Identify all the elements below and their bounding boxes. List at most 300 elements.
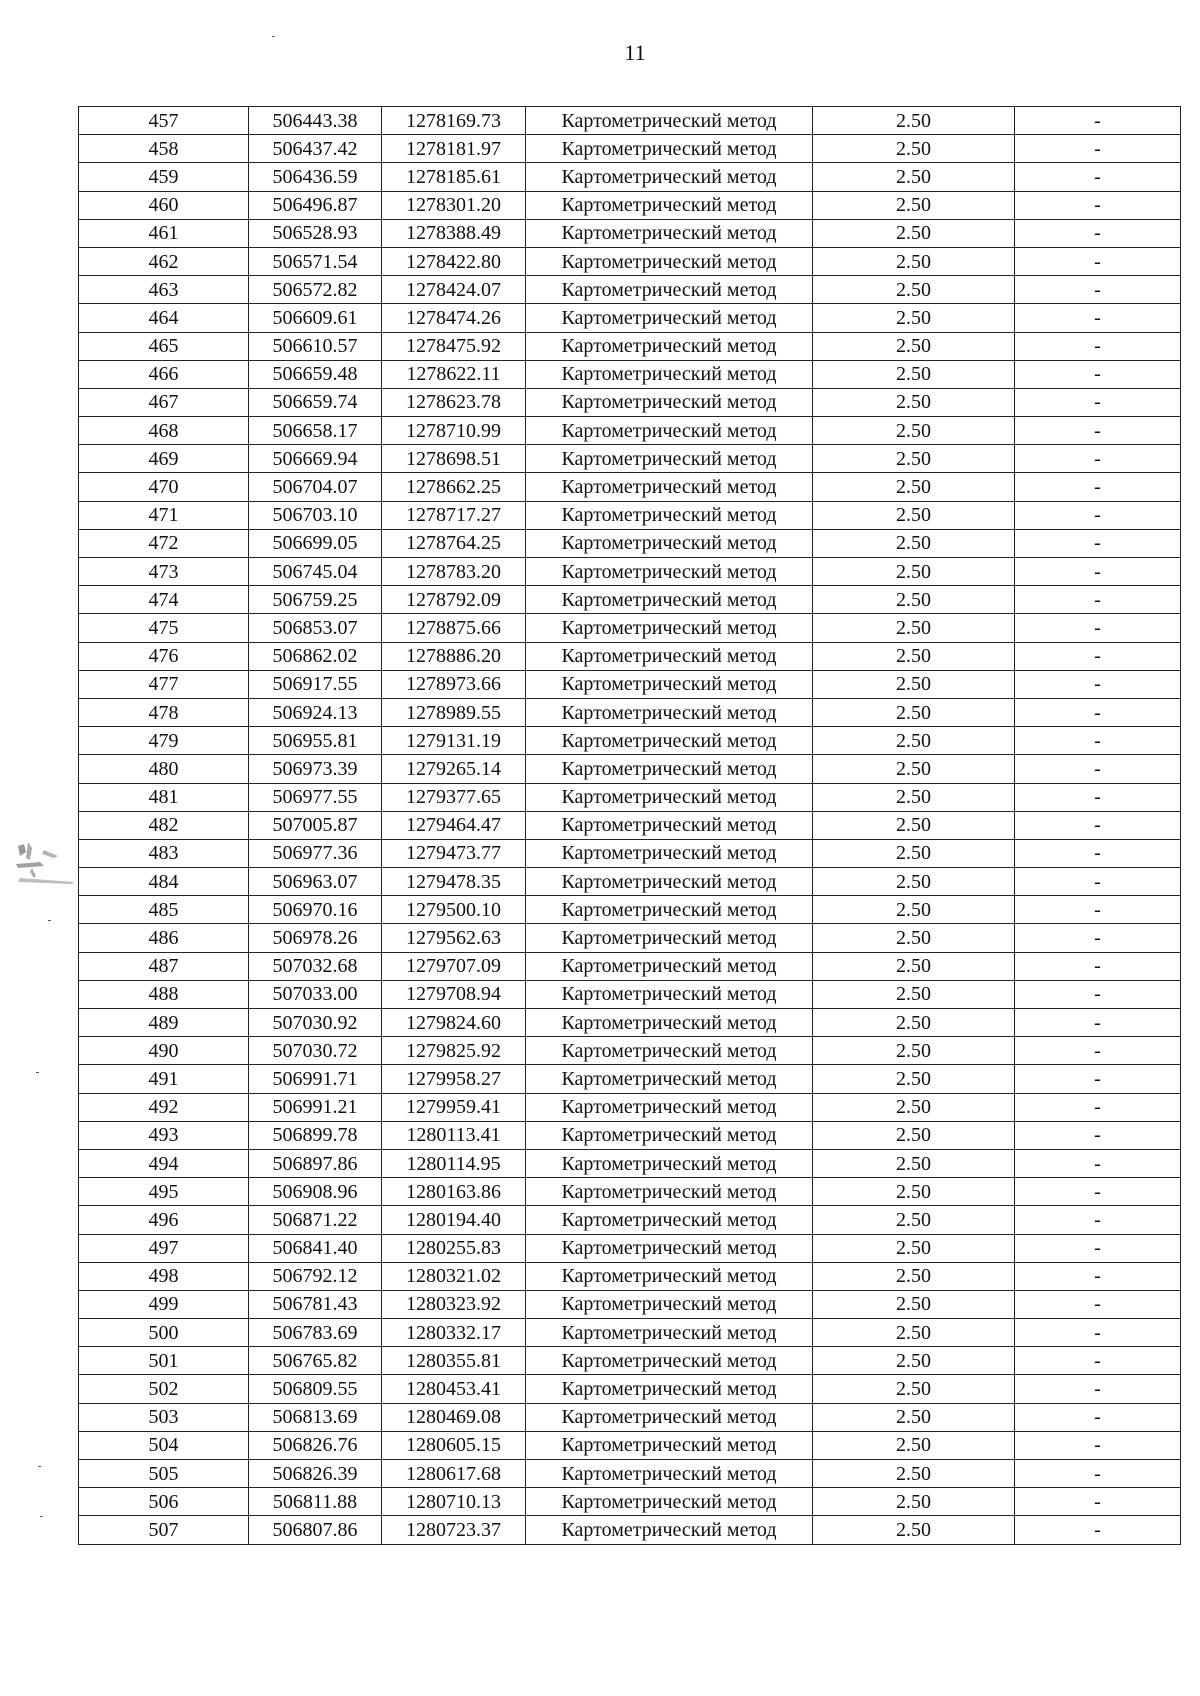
- y-coordinate-cell: 1279958.27: [382, 1065, 526, 1093]
- description-cell: -: [1015, 360, 1181, 388]
- x-coordinate-cell: 506571.54: [249, 247, 382, 275]
- scan-speck: [36, 1072, 39, 1073]
- x-coordinate-cell: 506826.76: [249, 1431, 382, 1459]
- x-coordinate-cell: 506610.57: [249, 332, 382, 360]
- y-coordinate-cell: 1278717.27: [382, 501, 526, 529]
- table-row: [79, 924, 1181, 952]
- point-number-cell: 463: [79, 276, 249, 304]
- method-cell: Картометрический метод: [526, 304, 813, 332]
- description-cell: -: [1015, 1516, 1181, 1544]
- table-row: [79, 1347, 1181, 1375]
- description-cell: -: [1015, 1460, 1181, 1488]
- description-cell: -: [1015, 811, 1181, 839]
- table-body: [79, 107, 1181, 1545]
- method-cell: Картометрический метод: [526, 360, 813, 388]
- method-cell: Картометрический метод: [526, 1009, 813, 1037]
- scan-speck: [38, 1466, 41, 1467]
- method-cell: Картометрический метод: [526, 247, 813, 275]
- y-coordinate-cell: 1280163.86: [382, 1178, 526, 1206]
- description-cell: -: [1015, 473, 1181, 501]
- table-row: [79, 980, 1181, 1008]
- method-cell: Картометрический метод: [526, 868, 813, 896]
- method-cell: Картометрический метод: [526, 388, 813, 416]
- table-row: [79, 783, 1181, 811]
- x-coordinate-cell: 507030.92: [249, 1009, 382, 1037]
- point-number-cell: 458: [79, 135, 249, 163]
- method-cell: Картометрический метод: [526, 1093, 813, 1121]
- point-number-cell: 506: [79, 1488, 249, 1516]
- accuracy-cell: 2.50: [813, 107, 1015, 135]
- x-coordinate-cell: 506659.48: [249, 360, 382, 388]
- point-number-cell: 468: [79, 417, 249, 445]
- point-number-cell: 481: [79, 783, 249, 811]
- point-number-cell: 493: [79, 1121, 249, 1149]
- table-row: [79, 1403, 1181, 1431]
- table-row: [79, 1234, 1181, 1262]
- method-cell: Картометрический метод: [526, 473, 813, 501]
- method-cell: Картометрический метод: [526, 839, 813, 867]
- x-coordinate-cell: 506658.17: [249, 417, 382, 445]
- point-number-cell: 487: [79, 952, 249, 980]
- accuracy-cell: 2.50: [813, 1009, 1015, 1037]
- table-row: [79, 1488, 1181, 1516]
- accuracy-cell: 2.50: [813, 924, 1015, 952]
- point-number-cell: 476: [79, 642, 249, 670]
- description-cell: -: [1015, 1488, 1181, 1516]
- method-cell: Картометрический метод: [526, 811, 813, 839]
- method-cell: Картометрический метод: [526, 698, 813, 726]
- method-cell: Картометрический метод: [526, 1234, 813, 1262]
- point-number-cell: 462: [79, 247, 249, 275]
- y-coordinate-cell: 1280321.02: [382, 1262, 526, 1290]
- accuracy-cell: 2.50: [813, 1234, 1015, 1262]
- point-number-cell: 507: [79, 1516, 249, 1544]
- method-cell: Картометрический метод: [526, 332, 813, 360]
- point-number-cell: 499: [79, 1290, 249, 1318]
- point-number-cell: 478: [79, 698, 249, 726]
- table-row: [79, 219, 1181, 247]
- method-cell: Картометрический метод: [526, 727, 813, 755]
- x-coordinate-cell: 506955.81: [249, 727, 382, 755]
- point-number-cell: 492: [79, 1093, 249, 1121]
- table-row: [79, 1375, 1181, 1403]
- table-row: [79, 1178, 1181, 1206]
- y-coordinate-cell: 1280194.40: [382, 1206, 526, 1234]
- y-coordinate-cell: 1280255.83: [382, 1234, 526, 1262]
- accuracy-cell: 2.50: [813, 755, 1015, 783]
- description-cell: -: [1015, 868, 1181, 896]
- accuracy-cell: 2.50: [813, 360, 1015, 388]
- accuracy-cell: 2.50: [813, 219, 1015, 247]
- description-cell: -: [1015, 501, 1181, 529]
- accuracy-cell: 2.50: [813, 163, 1015, 191]
- y-coordinate-cell: 1279473.77: [382, 839, 526, 867]
- accuracy-cell: 2.50: [813, 614, 1015, 642]
- accuracy-cell: 2.50: [813, 783, 1015, 811]
- y-coordinate-cell: 1280710.13: [382, 1488, 526, 1516]
- accuracy-cell: 2.50: [813, 1178, 1015, 1206]
- accuracy-cell: 2.50: [813, 304, 1015, 332]
- scan-speck: [40, 1516, 43, 1517]
- x-coordinate-cell: 506792.12: [249, 1262, 382, 1290]
- table-row: [79, 642, 1181, 670]
- x-coordinate-cell: 507033.00: [249, 980, 382, 1008]
- method-cell: Картометрический метод: [526, 1178, 813, 1206]
- x-coordinate-cell: 506528.93: [249, 219, 382, 247]
- x-coordinate-cell: 506659.74: [249, 388, 382, 416]
- table-row: [79, 952, 1181, 980]
- accuracy-cell: 2.50: [813, 1065, 1015, 1093]
- method-cell: Картометрический метод: [526, 276, 813, 304]
- description-cell: -: [1015, 388, 1181, 416]
- accuracy-cell: 2.50: [813, 642, 1015, 670]
- method-cell: Картометрический метод: [526, 1375, 813, 1403]
- x-coordinate-cell: 506991.21: [249, 1093, 382, 1121]
- y-coordinate-cell: 1278474.26: [382, 304, 526, 332]
- method-cell: Картометрический метод: [526, 135, 813, 163]
- description-cell: -: [1015, 304, 1181, 332]
- point-number-cell: 483: [79, 839, 249, 867]
- y-coordinate-cell: 1278973.66: [382, 670, 526, 698]
- table-row: [79, 1065, 1181, 1093]
- table-row: [79, 1121, 1181, 1149]
- table-row: [79, 727, 1181, 755]
- description-cell: -: [1015, 107, 1181, 135]
- y-coordinate-cell: 1278185.61: [382, 163, 526, 191]
- y-coordinate-cell: 1278424.07: [382, 276, 526, 304]
- description-cell: -: [1015, 1037, 1181, 1065]
- y-coordinate-cell: 1278698.51: [382, 445, 526, 473]
- description-cell: -: [1015, 1093, 1181, 1121]
- x-coordinate-cell: 506963.07: [249, 868, 382, 896]
- x-coordinate-cell: 506908.96: [249, 1178, 382, 1206]
- accuracy-cell: 2.50: [813, 727, 1015, 755]
- table-row: [79, 247, 1181, 275]
- y-coordinate-cell: 1278388.49: [382, 219, 526, 247]
- accuracy-cell: 2.50: [813, 417, 1015, 445]
- table-row: [79, 698, 1181, 726]
- table-row: [79, 1516, 1181, 1544]
- accuracy-cell: 2.50: [813, 445, 1015, 473]
- table-row: [79, 1319, 1181, 1347]
- table-row: [79, 670, 1181, 698]
- x-coordinate-cell: 506924.13: [249, 698, 382, 726]
- accuracy-cell: 2.50: [813, 1516, 1015, 1544]
- accuracy-cell: 2.50: [813, 868, 1015, 896]
- point-number-cell: 496: [79, 1206, 249, 1234]
- method-cell: Картометрический метод: [526, 1149, 813, 1177]
- point-number-cell: 471: [79, 501, 249, 529]
- point-number-cell: 504: [79, 1431, 249, 1459]
- table-row: [79, 1093, 1181, 1121]
- accuracy-cell: 2.50: [813, 698, 1015, 726]
- accuracy-cell: 2.50: [813, 980, 1015, 1008]
- method-cell: Картометрический метод: [526, 501, 813, 529]
- accuracy-cell: 2.50: [813, 1037, 1015, 1065]
- method-cell: Картометрический метод: [526, 1037, 813, 1065]
- point-number-cell: 470: [79, 473, 249, 501]
- description-cell: -: [1015, 1403, 1181, 1431]
- description-cell: -: [1015, 445, 1181, 473]
- description-cell: -: [1015, 642, 1181, 670]
- y-coordinate-cell: 1279478.35: [382, 868, 526, 896]
- y-coordinate-cell: 1278989.55: [382, 698, 526, 726]
- table-row: [79, 586, 1181, 614]
- x-coordinate-cell: 506443.38: [249, 107, 382, 135]
- y-coordinate-cell: 1278783.20: [382, 558, 526, 586]
- y-coordinate-cell: 1278422.80: [382, 247, 526, 275]
- table-row: [79, 896, 1181, 924]
- y-coordinate-cell: 1278792.09: [382, 586, 526, 614]
- x-coordinate-cell: 506826.39: [249, 1460, 382, 1488]
- x-coordinate-cell: 506991.71: [249, 1065, 382, 1093]
- point-number-cell: 482: [79, 811, 249, 839]
- description-cell: -: [1015, 1178, 1181, 1206]
- y-coordinate-cell: 1278623.78: [382, 388, 526, 416]
- y-coordinate-cell: 1279131.19: [382, 727, 526, 755]
- table-row: [79, 529, 1181, 557]
- y-coordinate-cell: 1278710.99: [382, 417, 526, 445]
- x-coordinate-cell: 506669.94: [249, 445, 382, 473]
- description-cell: -: [1015, 1262, 1181, 1290]
- method-cell: Картометрический метод: [526, 1488, 813, 1516]
- table-row: [79, 1262, 1181, 1290]
- coordinates-table: [78, 106, 1181, 1545]
- table-row: [79, 163, 1181, 191]
- description-cell: -: [1015, 783, 1181, 811]
- description-cell: -: [1015, 1009, 1181, 1037]
- point-number-cell: 486: [79, 924, 249, 952]
- table-row: [79, 868, 1181, 896]
- method-cell: Картометрический метод: [526, 896, 813, 924]
- y-coordinate-cell: 1278764.25: [382, 529, 526, 557]
- point-number-cell: 497: [79, 1234, 249, 1262]
- description-cell: -: [1015, 332, 1181, 360]
- y-coordinate-cell: 1280323.92: [382, 1290, 526, 1318]
- y-coordinate-cell: 1279265.14: [382, 755, 526, 783]
- accuracy-cell: 2.50: [813, 247, 1015, 275]
- table-row: [79, 558, 1181, 586]
- description-cell: -: [1015, 219, 1181, 247]
- description-cell: -: [1015, 980, 1181, 1008]
- accuracy-cell: 2.50: [813, 529, 1015, 557]
- y-coordinate-cell: 1280469.08: [382, 1403, 526, 1431]
- accuracy-cell: 2.50: [813, 1290, 1015, 1318]
- table-row: [79, 276, 1181, 304]
- description-cell: -: [1015, 670, 1181, 698]
- y-coordinate-cell: 1279825.92: [382, 1037, 526, 1065]
- table-row: [79, 1431, 1181, 1459]
- description-cell: -: [1015, 1234, 1181, 1262]
- y-coordinate-cell: 1278301.20: [382, 191, 526, 219]
- x-coordinate-cell: 506811.88: [249, 1488, 382, 1516]
- y-coordinate-cell: 1279708.94: [382, 980, 526, 1008]
- x-coordinate-cell: 506436.59: [249, 163, 382, 191]
- x-coordinate-cell: 506572.82: [249, 276, 382, 304]
- y-coordinate-cell: 1279562.63: [382, 924, 526, 952]
- x-coordinate-cell: 507030.72: [249, 1037, 382, 1065]
- accuracy-cell: 2.50: [813, 1347, 1015, 1375]
- accuracy-cell: 2.50: [813, 1319, 1015, 1347]
- method-cell: Картометрический метод: [526, 529, 813, 557]
- table-row: [79, 1037, 1181, 1065]
- point-number-cell: 475: [79, 614, 249, 642]
- table-row: [79, 388, 1181, 416]
- scan-speck: [272, 36, 275, 37]
- method-cell: Картометрический метод: [526, 1347, 813, 1375]
- accuracy-cell: 2.50: [813, 558, 1015, 586]
- table-row: [79, 445, 1181, 473]
- x-coordinate-cell: 506853.07: [249, 614, 382, 642]
- y-coordinate-cell: 1280355.81: [382, 1347, 526, 1375]
- y-coordinate-cell: 1278169.73: [382, 107, 526, 135]
- accuracy-cell: 2.50: [813, 1431, 1015, 1459]
- accuracy-cell: 2.50: [813, 1488, 1015, 1516]
- y-coordinate-cell: 1278475.92: [382, 332, 526, 360]
- point-number-cell: 472: [79, 529, 249, 557]
- y-coordinate-cell: 1279500.10: [382, 896, 526, 924]
- accuracy-cell: 2.50: [813, 332, 1015, 360]
- method-cell: Картометрический метод: [526, 952, 813, 980]
- y-coordinate-cell: 1278875.66: [382, 614, 526, 642]
- x-coordinate-cell: 506917.55: [249, 670, 382, 698]
- table-row: [79, 417, 1181, 445]
- accuracy-cell: 2.50: [813, 1121, 1015, 1149]
- description-cell: -: [1015, 276, 1181, 304]
- x-coordinate-cell: 506977.36: [249, 839, 382, 867]
- accuracy-cell: 2.50: [813, 1403, 1015, 1431]
- point-number-cell: 460: [79, 191, 249, 219]
- accuracy-cell: 2.50: [813, 473, 1015, 501]
- point-number-cell: 465: [79, 332, 249, 360]
- point-number-cell: 500: [79, 1319, 249, 1347]
- description-cell: -: [1015, 924, 1181, 952]
- description-cell: -: [1015, 614, 1181, 642]
- y-coordinate-cell: 1278662.25: [382, 473, 526, 501]
- y-coordinate-cell: 1279464.47: [382, 811, 526, 839]
- method-cell: Картометрический метод: [526, 219, 813, 247]
- x-coordinate-cell: 506437.42: [249, 135, 382, 163]
- point-number-cell: 473: [79, 558, 249, 586]
- method-cell: Картометрический метод: [526, 642, 813, 670]
- method-cell: Картометрический метод: [526, 1121, 813, 1149]
- page-number: 11: [624, 40, 646, 65]
- accuracy-cell: 2.50: [813, 586, 1015, 614]
- point-number-cell: 494: [79, 1149, 249, 1177]
- x-coordinate-cell: 506759.25: [249, 586, 382, 614]
- description-cell: -: [1015, 1065, 1181, 1093]
- description-cell: -: [1015, 1206, 1181, 1234]
- x-coordinate-cell: 506977.55: [249, 783, 382, 811]
- point-number-cell: 480: [79, 755, 249, 783]
- x-coordinate-cell: 507032.68: [249, 952, 382, 980]
- y-coordinate-cell: 1279824.60: [382, 1009, 526, 1037]
- method-cell: Картометрический метод: [526, 1290, 813, 1318]
- method-cell: Картометрический метод: [526, 191, 813, 219]
- point-number-cell: 502: [79, 1375, 249, 1403]
- x-coordinate-cell: 506841.40: [249, 1234, 382, 1262]
- x-coordinate-cell: 506978.26: [249, 924, 382, 952]
- table-row: [79, 107, 1181, 135]
- point-number-cell: 490: [79, 1037, 249, 1065]
- description-cell: -: [1015, 1149, 1181, 1177]
- x-coordinate-cell: 506781.43: [249, 1290, 382, 1318]
- description-cell: -: [1015, 191, 1181, 219]
- y-coordinate-cell: 1280453.41: [382, 1375, 526, 1403]
- method-cell: Картометрический метод: [526, 1206, 813, 1234]
- description-cell: -: [1015, 1319, 1181, 1347]
- accuracy-cell: 2.50: [813, 952, 1015, 980]
- method-cell: Картометрический метод: [526, 1319, 813, 1347]
- method-cell: Картометрический метод: [526, 1262, 813, 1290]
- table-row: [79, 501, 1181, 529]
- x-coordinate-cell: 506745.04: [249, 558, 382, 586]
- x-coordinate-cell: 506809.55: [249, 1375, 382, 1403]
- method-cell: Картометрический метод: [526, 783, 813, 811]
- method-cell: Картометрический метод: [526, 755, 813, 783]
- x-coordinate-cell: 506871.22: [249, 1206, 382, 1234]
- x-coordinate-cell: 506862.02: [249, 642, 382, 670]
- point-number-cell: 466: [79, 360, 249, 388]
- x-coordinate-cell: 507005.87: [249, 811, 382, 839]
- table-row: [79, 473, 1181, 501]
- point-number-cell: 467: [79, 388, 249, 416]
- description-cell: -: [1015, 529, 1181, 557]
- method-cell: Картометрический метод: [526, 1065, 813, 1093]
- description-cell: -: [1015, 755, 1181, 783]
- description-cell: -: [1015, 1290, 1181, 1318]
- description-cell: -: [1015, 586, 1181, 614]
- x-coordinate-cell: 506973.39: [249, 755, 382, 783]
- point-number-cell: 505: [79, 1460, 249, 1488]
- description-cell: -: [1015, 896, 1181, 924]
- accuracy-cell: 2.50: [813, 501, 1015, 529]
- method-cell: Картометрический метод: [526, 980, 813, 1008]
- point-number-cell: 469: [79, 445, 249, 473]
- accuracy-cell: 2.50: [813, 1375, 1015, 1403]
- y-coordinate-cell: 1280605.15: [382, 1431, 526, 1459]
- accuracy-cell: 2.50: [813, 1206, 1015, 1234]
- description-cell: -: [1015, 1347, 1181, 1375]
- y-coordinate-cell: 1280617.68: [382, 1460, 526, 1488]
- accuracy-cell: 2.50: [813, 1149, 1015, 1177]
- table-row: [79, 1009, 1181, 1037]
- table-row: [79, 839, 1181, 867]
- y-coordinate-cell: 1280114.95: [382, 1149, 526, 1177]
- point-number-cell: 477: [79, 670, 249, 698]
- point-number-cell: 498: [79, 1262, 249, 1290]
- accuracy-cell: 2.50: [813, 276, 1015, 304]
- scan-artifact: [14, 838, 84, 896]
- x-coordinate-cell: 506704.07: [249, 473, 382, 501]
- point-number-cell: 479: [79, 727, 249, 755]
- y-coordinate-cell: 1278886.20: [382, 642, 526, 670]
- y-coordinate-cell: 1279377.65: [382, 783, 526, 811]
- description-cell: -: [1015, 417, 1181, 445]
- x-coordinate-cell: 506897.86: [249, 1149, 382, 1177]
- description-cell: -: [1015, 1375, 1181, 1403]
- y-coordinate-cell: 1279959.41: [382, 1093, 526, 1121]
- table-row: [79, 1149, 1181, 1177]
- method-cell: Картометрический метод: [526, 417, 813, 445]
- description-cell: -: [1015, 163, 1181, 191]
- x-coordinate-cell: 506813.69: [249, 1403, 382, 1431]
- y-coordinate-cell: 1279707.09: [382, 952, 526, 980]
- point-number-cell: 488: [79, 980, 249, 1008]
- x-coordinate-cell: 506783.69: [249, 1319, 382, 1347]
- description-cell: -: [1015, 1431, 1181, 1459]
- accuracy-cell: 2.50: [813, 1093, 1015, 1121]
